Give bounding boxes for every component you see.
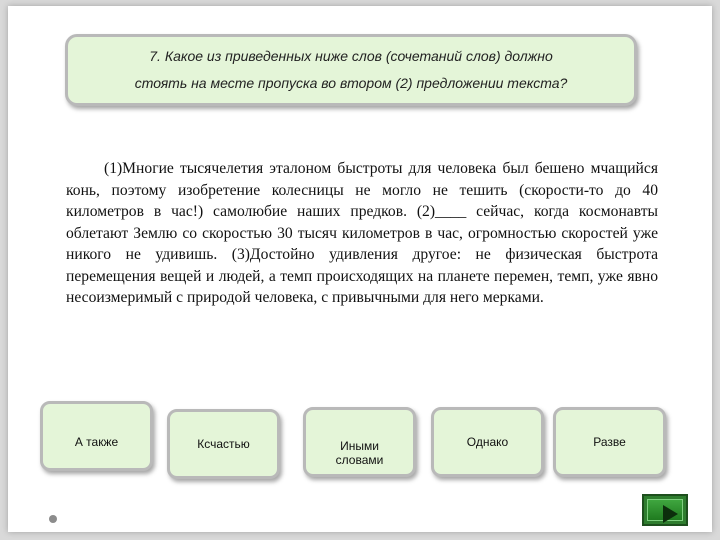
question-line-2: стоять на месте пропуска во втором (2) предложении текста? [134,75,568,91]
option-a-takzhe[interactable] [40,401,153,471]
option-label: А также [74,435,119,449]
option-label: Разве [593,435,626,449]
slide [8,6,712,532]
option-razve[interactable] [553,407,666,477]
option-label-line-2: словами [335,452,384,467]
question-box [65,34,637,106]
option-kschastyu[interactable] [167,409,280,479]
question-text [125,43,578,97]
option-inymi-slovami[interactable] [303,407,416,477]
passage-text: (1)Многие тысячелетия эталоном быстроты для человека был бешено мчащийся конь, поэтому изобретение колесницы не могло не тешить (скорости-то до 40 километров в час!) самолюбие наших предков. (2)____ сейчас, когда космонавты облетают Землю со скоростью 30 тысяч километров в час, огромностью скоростей уже никого не удивишь. (3)Достойно удивления другое: не физическая быстрота перемещения вещей и людей, а темп происходящих на планете перемен, темп, уже явно несоизмеримый с природой человека, с привычными для него мерками. [66,160,658,306]
answer-options [40,401,672,485]
play-triangle-icon [663,505,678,523]
option-odnako[interactable] [431,407,544,477]
bullet-icon [49,515,57,523]
question-line-1: 7. Какое из приведенных ниже слов (сочетаний слов) должно [149,48,553,64]
option-label: Однако [466,435,509,449]
option-label-line-1: Иными [340,438,379,453]
next-button-face [647,499,683,521]
option-label: Ксчастью [197,437,250,451]
next-slide-button[interactable] [642,494,688,526]
